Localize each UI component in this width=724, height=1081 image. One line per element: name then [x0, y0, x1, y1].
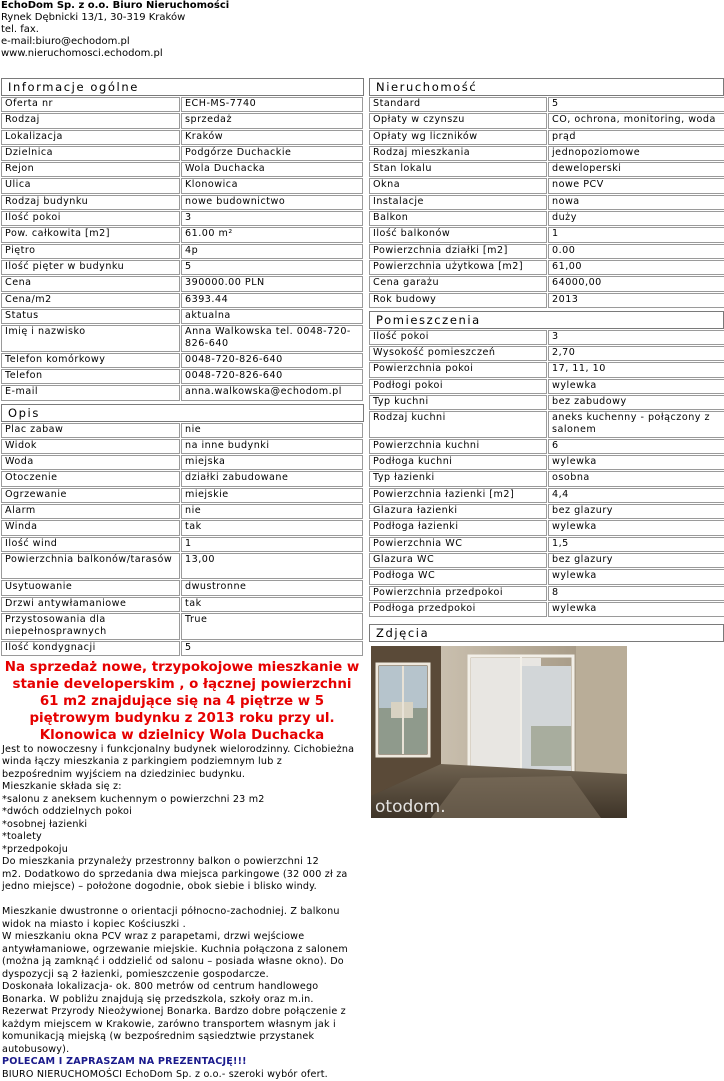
rooms-label: Podłogi pokoi [369, 379, 547, 394]
opis-row [1, 553, 363, 580]
general-row [1, 244, 363, 259]
general-label: Lokalizacja [1, 130, 180, 145]
opis-value: True [181, 613, 363, 640]
section-photos-title: Zdjęcia [369, 624, 724, 642]
general-row [1, 227, 363, 242]
rooms-row [369, 537, 724, 552]
opis-label: Powierzchnia balkonów/tarasów [1, 553, 180, 580]
general-row [1, 162, 363, 177]
opis-row [1, 439, 363, 454]
rooms-value: wylewka [548, 602, 724, 617]
property-row [369, 293, 724, 308]
right-column [368, 78, 724, 818]
general-value: anna.walkowska@echodom.pl [181, 385, 363, 400]
opis-value: 13,00 [181, 553, 363, 580]
general-label: Cena [1, 276, 180, 291]
property-value: 64000,00 [548, 276, 724, 291]
property-table [368, 96, 724, 309]
agency-name: EchoDom Sp. z o.o. Biuro Nieruchomości [1, 0, 230, 11]
agency-fax: tel. fax. [1, 24, 39, 35]
general-row [1, 325, 363, 352]
property-row [369, 162, 724, 177]
general-value: aktualna [181, 309, 363, 324]
general-value: Kraków [181, 130, 363, 145]
property-value: 5 [548, 97, 724, 112]
general-row [1, 146, 363, 161]
opis-label: Usytuowanie [1, 580, 180, 595]
rooms-value: bez glazury [548, 504, 724, 519]
opis-row [1, 423, 363, 438]
general-row [1, 97, 363, 112]
rooms-value: wylewka [548, 379, 724, 394]
property-label: Rodzaj mieszkania [369, 146, 547, 161]
opis-row [1, 597, 363, 612]
opis-label: Woda [1, 455, 180, 470]
rooms-label: Podłoga kuchni [369, 455, 547, 470]
opis-value: 1 [181, 537, 363, 552]
rooms-label: Glazura łazienki [369, 504, 547, 519]
general-label: Status [1, 309, 180, 324]
property-value: nowe PCV [548, 178, 724, 193]
property-value: CO, ochrona, monitoring, woda [548, 113, 724, 128]
agency-header [1, 0, 229, 60]
opis-row [1, 504, 363, 519]
opis-value: tak [181, 520, 363, 535]
property-row [369, 130, 724, 145]
rooms-label: Podłoga łazienki [369, 520, 547, 535]
general-label: Imię i nazwisko [1, 325, 180, 352]
general-label: Telefon komórkowy [1, 353, 180, 368]
offer-headline: Na sprzedaż nowe, trzypokojowe mieszkanie w stanie developerskim , o łącznej powierzchni 61 m2 znajdujące się na 4 piętrze w 5 piętrowym budynku z 2013 roku przy ul. Klonowica w dzielnicy Wola Duchacka [4, 659, 360, 743]
property-label: Ilość balkonów [369, 227, 547, 242]
rooms-value: 1,5 [548, 537, 724, 552]
property-value: nowa [548, 195, 724, 210]
rooms-value: bez glazury [548, 553, 724, 568]
general-value: 390000.00 PLN [181, 276, 363, 291]
apartment-photo-image [371, 646, 627, 818]
property-row [369, 211, 724, 226]
opis-label: Winda [1, 520, 180, 535]
opis-value: nie [181, 423, 363, 438]
opis-label: Plac zabaw [1, 423, 180, 438]
offer-invite: POLECAM I ZAPRASZAM NA PREZENTACJĘ!!! [2, 1056, 247, 1068]
general-row [1, 385, 363, 400]
rooms-value: 4,4 [548, 488, 724, 503]
property-row [369, 276, 724, 291]
general-value: 0048-720-826-640 [181, 353, 363, 368]
opis-label: Ilość kondygnacji [1, 641, 180, 656]
general-value: Anna Walkowska tel. 0048-720-826-640 [181, 325, 363, 352]
rooms-value: bez zabudowy [548, 395, 724, 410]
property-label: Opłaty w czynszu [369, 113, 547, 128]
rooms-row [369, 362, 724, 377]
property-row [369, 260, 724, 275]
rooms-value: 6 [548, 439, 724, 454]
property-label: Opłaty wg liczników [369, 130, 547, 145]
opis-row [1, 455, 363, 470]
agency-www: www.nieruchomosci.echodom.pl [1, 48, 163, 59]
opis-label: Drzwi antywłamaniowe [1, 597, 180, 612]
rooms-label: Ilość pokoi [369, 330, 547, 345]
opis-value: miejska [181, 455, 363, 470]
opis-label: Alarm [1, 504, 180, 519]
rooms-row [369, 411, 724, 438]
property-label: Standard [369, 97, 547, 112]
rooms-row [369, 553, 724, 568]
rooms-value: wylewka [548, 455, 724, 470]
left-column [0, 78, 364, 1081]
rooms-row [369, 395, 724, 410]
general-value: nowe budownictwo [181, 195, 363, 210]
general-value: 0048-720-826-640 [181, 369, 363, 384]
opis-value: tak [181, 597, 363, 612]
rooms-label: Typ łazienki [369, 471, 547, 486]
general-row [1, 369, 363, 384]
property-value: duży [548, 211, 724, 226]
opis-table [0, 422, 364, 657]
general-value: ECH-MS-7740 [181, 97, 363, 112]
general-label: Cena/m2 [1, 293, 180, 308]
general-label: Rejon [1, 162, 180, 177]
opis-row [1, 520, 363, 535]
property-label: Rok budowy [369, 293, 547, 308]
general-row [1, 195, 363, 210]
rooms-row [369, 455, 724, 470]
opis-row [1, 613, 363, 640]
general-value: 5 [181, 260, 363, 275]
general-row [1, 130, 363, 145]
rooms-table [368, 329, 724, 618]
opis-row [1, 641, 363, 656]
rooms-value: 8 [548, 586, 724, 601]
rooms-row [369, 379, 724, 394]
property-value: prąd [548, 130, 724, 145]
photo-watermark: otodom. [375, 797, 446, 818]
rooms-label: Podłoga WC [369, 569, 547, 584]
property-row [369, 97, 724, 112]
property-value: 1 [548, 227, 724, 242]
rooms-value: 3 [548, 330, 724, 345]
property-value: jednopoziomowe [548, 146, 724, 161]
opis-row [1, 580, 363, 595]
opis-row [1, 488, 363, 503]
rooms-row [369, 520, 724, 535]
rooms-label: Podłoga przedpokoi [369, 602, 547, 617]
property-value: 61,00 [548, 260, 724, 275]
general-label: Ulica [1, 178, 180, 193]
general-label: E-mail [1, 385, 180, 400]
rooms-label: Typ kuchni [369, 395, 547, 410]
rooms-label: Wysokość pomieszczeń [369, 346, 547, 361]
rooms-value: wylewka [548, 569, 724, 584]
general-value: 61.00 m² [181, 227, 363, 242]
rooms-row [369, 602, 724, 617]
opis-label: Ogrzewanie [1, 488, 180, 503]
section-property-title: Nieruchomość [369, 78, 724, 96]
section-rooms-title: Pomieszczenia [369, 311, 724, 329]
rooms-label: Glazura WC [369, 553, 547, 568]
section-opis-title: Opis [1, 404, 364, 422]
agency-address: Rynek Dębnicki 13/1, 30-319 Kraków [1, 12, 186, 23]
general-value: 4p [181, 244, 363, 259]
opis-value: dwustronne [181, 580, 363, 595]
property-row [369, 113, 724, 128]
rooms-row [369, 330, 724, 345]
rooms-label: Powierzchnia kuchni [369, 439, 547, 454]
general-label: Oferta nr [1, 97, 180, 112]
opis-row [1, 537, 363, 552]
general-label: Rodzaj [1, 113, 180, 128]
general-row [1, 113, 363, 128]
rooms-value: 17, 11, 10 [548, 362, 724, 377]
general-value: sprzedaż [181, 113, 363, 128]
general-row [1, 293, 363, 308]
general-row [1, 353, 363, 368]
opis-value: nie [181, 504, 363, 519]
opis-value: działki zabudowane [181, 471, 363, 486]
general-value: Klonowica [181, 178, 363, 193]
general-value: Podgórze Duchackie [181, 146, 363, 161]
property-row [369, 178, 724, 193]
property-label: Powierzchnia działki [m2] [369, 244, 547, 259]
opis-value: 5 [181, 641, 363, 656]
rooms-row [369, 346, 724, 361]
general-value: 6393.44 [181, 293, 363, 308]
property-label: Instalacje [369, 195, 547, 210]
property-value: deweloperski [548, 162, 724, 177]
general-label: Piętro [1, 244, 180, 259]
rooms-row [369, 504, 724, 519]
general-value: Wola Duchacka [181, 162, 363, 177]
property-row [369, 195, 724, 210]
opis-row [1, 471, 363, 486]
opis-label: Przystosowania dla niepełnosprawnych [1, 613, 180, 640]
property-row [369, 244, 724, 259]
rooms-label: Rodzaj kuchni [369, 411, 547, 438]
general-label: Telefon [1, 369, 180, 384]
general-table [0, 96, 364, 402]
general-label: Pow. całkowita [m2] [1, 227, 180, 242]
opis-label: Otoczenie [1, 471, 180, 486]
general-row [1, 276, 363, 291]
general-label: Ilość pokoi [1, 211, 180, 226]
property-label: Okna [369, 178, 547, 193]
rooms-value: osobna [548, 471, 724, 486]
rooms-row [369, 439, 724, 454]
rooms-row [369, 488, 724, 503]
property-label: Powierzchnia użytkowa [m2] [369, 260, 547, 275]
opis-label: Widok [1, 439, 180, 454]
property-label: Stan lokalu [369, 162, 547, 177]
property-row [369, 227, 724, 242]
general-label: Rodzaj budynku [1, 195, 180, 210]
offer-description: Jest to nowoczesny i funkcjonalny budynek wielorodzinny. Cichobieżna winda łączy mieszkania z parkingiem podziemnym lub z bezpośrednim wyjściem na dziedziniec budynku. Mieszkanie składa się z: *salonu z aneksem kuchennym o powierzchni 23 m2 *dwóch oddzielnych pokoi *osobnej łazienki *toalety *przedpokoju Do mieszkania przynależy przestronny balkon o powierzchni 12 m2. Dodatkowo do sprzedania dwa miejsca parkingowe (32 000 zł za jedno miejsce) – położone dogodnie, obok siebie i blisko windy. Mieszkanie dwustronne o orientacji północno-zachodniej. Z balkonu widok na miasto i kopiec Kościuszki . W mieszkaniu okna PCV wraz z parapetami, drzwi wejściowe antywłamaniowe, ogrzewanie miejskie. Kuchnia połączona z salonem (można ją zamknąć i oddzielić od salonu – posiada własne okno). Do dyspozycji są 2 łazienki, pomieszczenie gospodarcze. Doskonała lokalizacja- ok. 800 metrów od centrum handlowego Bonarka. W pobliżu znajdują się przedszkola, szkoły oraz m.in. Rezerwat Przyrody Nieożywionej Bonarka. Bardzo dobre połączenie z każdym miejscem w Krakowie, zarówno transportem własnym jak i komunikacją miejską (w bezpośrednim sąsiedztwie przystanek autobusowy). [2, 743, 355, 1055]
general-label: Dzielnica [1, 146, 180, 161]
rooms-value: 2,70 [548, 346, 724, 361]
rooms-row [369, 471, 724, 486]
opis-value: miejskie [181, 488, 363, 503]
section-general-title: Informacje ogólne [1, 78, 364, 96]
property-label: Cena garażu [369, 276, 547, 291]
rooms-row [369, 586, 724, 601]
general-row [1, 178, 363, 193]
offer-footer: BIURO NIERUCHOMOŚCI EchoDom Sp. z o.o.- szeroki wybór ofert. [2, 1068, 328, 1080]
opis-label: Ilość wind [1, 537, 180, 552]
rooms-value: wylewka [548, 520, 724, 535]
rooms-value: aneks kuchenny - połączony z salonem [548, 411, 724, 438]
property-value: 2013 [548, 293, 724, 308]
rooms-label: Powierzchnia przedpokoi [369, 586, 547, 601]
property-label: Balkon [369, 211, 547, 226]
general-value: 3 [181, 211, 363, 226]
agency-email: e-mail:biuro@echodom.pl [1, 36, 130, 47]
general-row [1, 260, 363, 275]
property-row [369, 146, 724, 161]
rooms-row [369, 569, 724, 584]
general-row [1, 211, 363, 226]
rooms-label: Powierzchnia WC [369, 537, 547, 552]
general-label: Ilość pięter w budynku [1, 260, 180, 275]
opis-value: na inne budynki [181, 439, 363, 454]
rooms-label: Powierzchnia pokoi [369, 362, 547, 377]
general-row [1, 309, 363, 324]
property-value: 0.00 [548, 244, 724, 259]
rooms-label: Powierzchnia łazienki [m2] [369, 488, 547, 503]
apartment-photo[interactable] [371, 646, 627, 818]
